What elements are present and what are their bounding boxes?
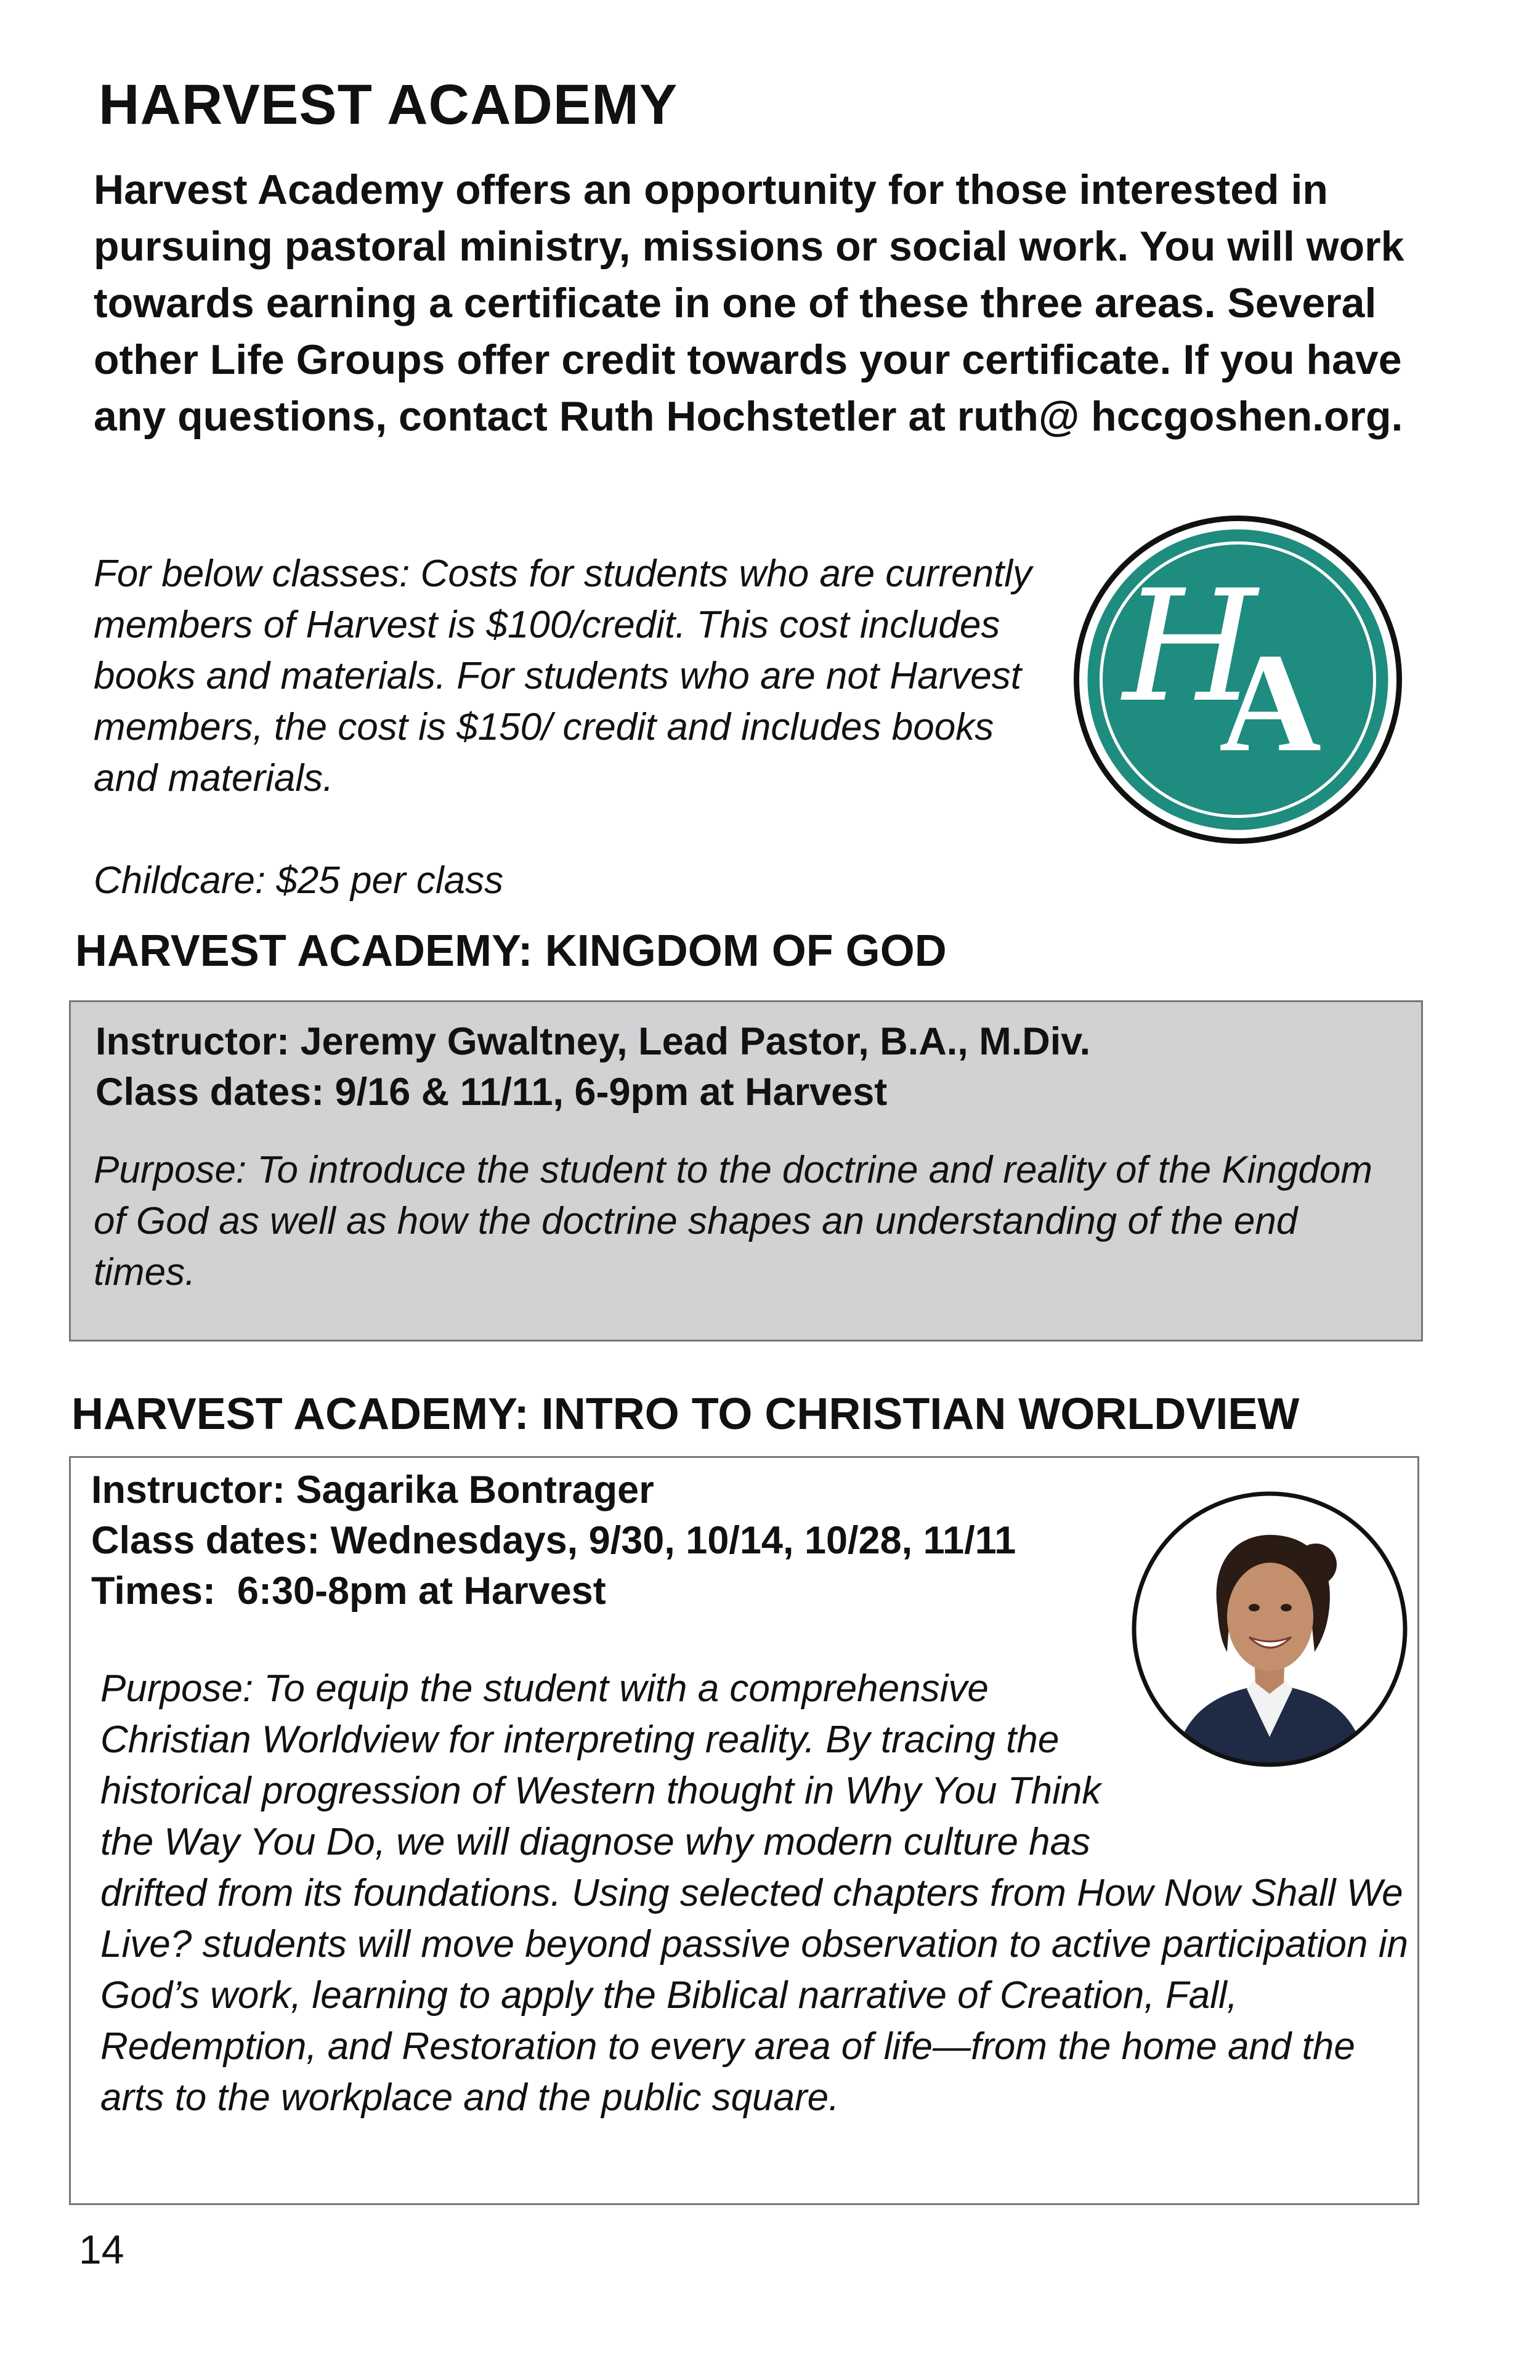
class-instructor: Instructor: Jeremy Gwaltney, Lead Pastor, B.A., M.Div.	[95, 1020, 1091, 1063]
harvest-academy-logo	[1073, 515, 1403, 844]
class-instructor: Instructor: Sagarika Bontrager	[91, 1468, 654, 1512]
class-dates: Class dates: Wednesdays, 9/30, 10/14, 10/28, 11/11	[91, 1519, 1016, 1562]
class-times: Times: 6:30-8pm at Harvest	[91, 1569, 606, 1613]
class-purpose: Purpose: To introduce the student to the doctrine and reality of the Kingdom of God as well as how the doctrine shapes an understanding of the end times.	[94, 1149, 1373, 1293]
class-purpose: Purpose: To equip the student with a comprehensive Christian Worldview for interpreting reality. By tracing the historical progression of Western thought in Why You Think the Way You Do, we will diagnose why modern culture has drifted from its foundations. Using selected chapters from How Now Shall We Live? students will move beyond passive observation to active participation in God’s work, learning to apply the Biblical narrative of Creation, Fall, Redemption, and Restoration to every area of life—from the home and the arts to the workplace and the public square.	[100, 1667, 1408, 2119]
class-dates: Class dates: 9/16 & 11/11, 6-9pm at Harvest	[95, 1071, 888, 1114]
section-title-kingdom-of-god: HARVEST ACADEMY: KINGDOM OF GOD	[75, 926, 947, 976]
section-title-christian-worldview: HARVEST ACADEMY: INTRO TO CHRISTIAN WORLDVIEW	[71, 1390, 1300, 1439]
instructor-portrait	[1131, 1491, 1408, 1768]
page-title: HARVEST ACADEMY	[99, 73, 678, 136]
logo-monogram-a: A	[1218, 624, 1322, 781]
childcare-note: Childcare: $25 per class	[94, 859, 504, 902]
portrait-face	[1227, 1563, 1313, 1671]
intro-paragraph: Harvest Academy offers an opportunity for those interested in pursuing pastoral ministry, missions or social work. You will work towards earning a certificate in one of these three areas. Several other Life Groups offer credit towards your certificate. If you have any questions, contact Ruth Hochstetler at ruth@ hccgoshen.org.	[94, 166, 1404, 440]
page-number: 14	[79, 2227, 124, 2272]
logo-monogram-h: H	[1122, 557, 1258, 736]
cost-note: For below classes: Costs for students who are currently members of Harvest is $100/credit. This cost includes books and materials. For students who are not Harvest members, the cost is $150/ credit and includes books and materials.	[94, 552, 1032, 799]
